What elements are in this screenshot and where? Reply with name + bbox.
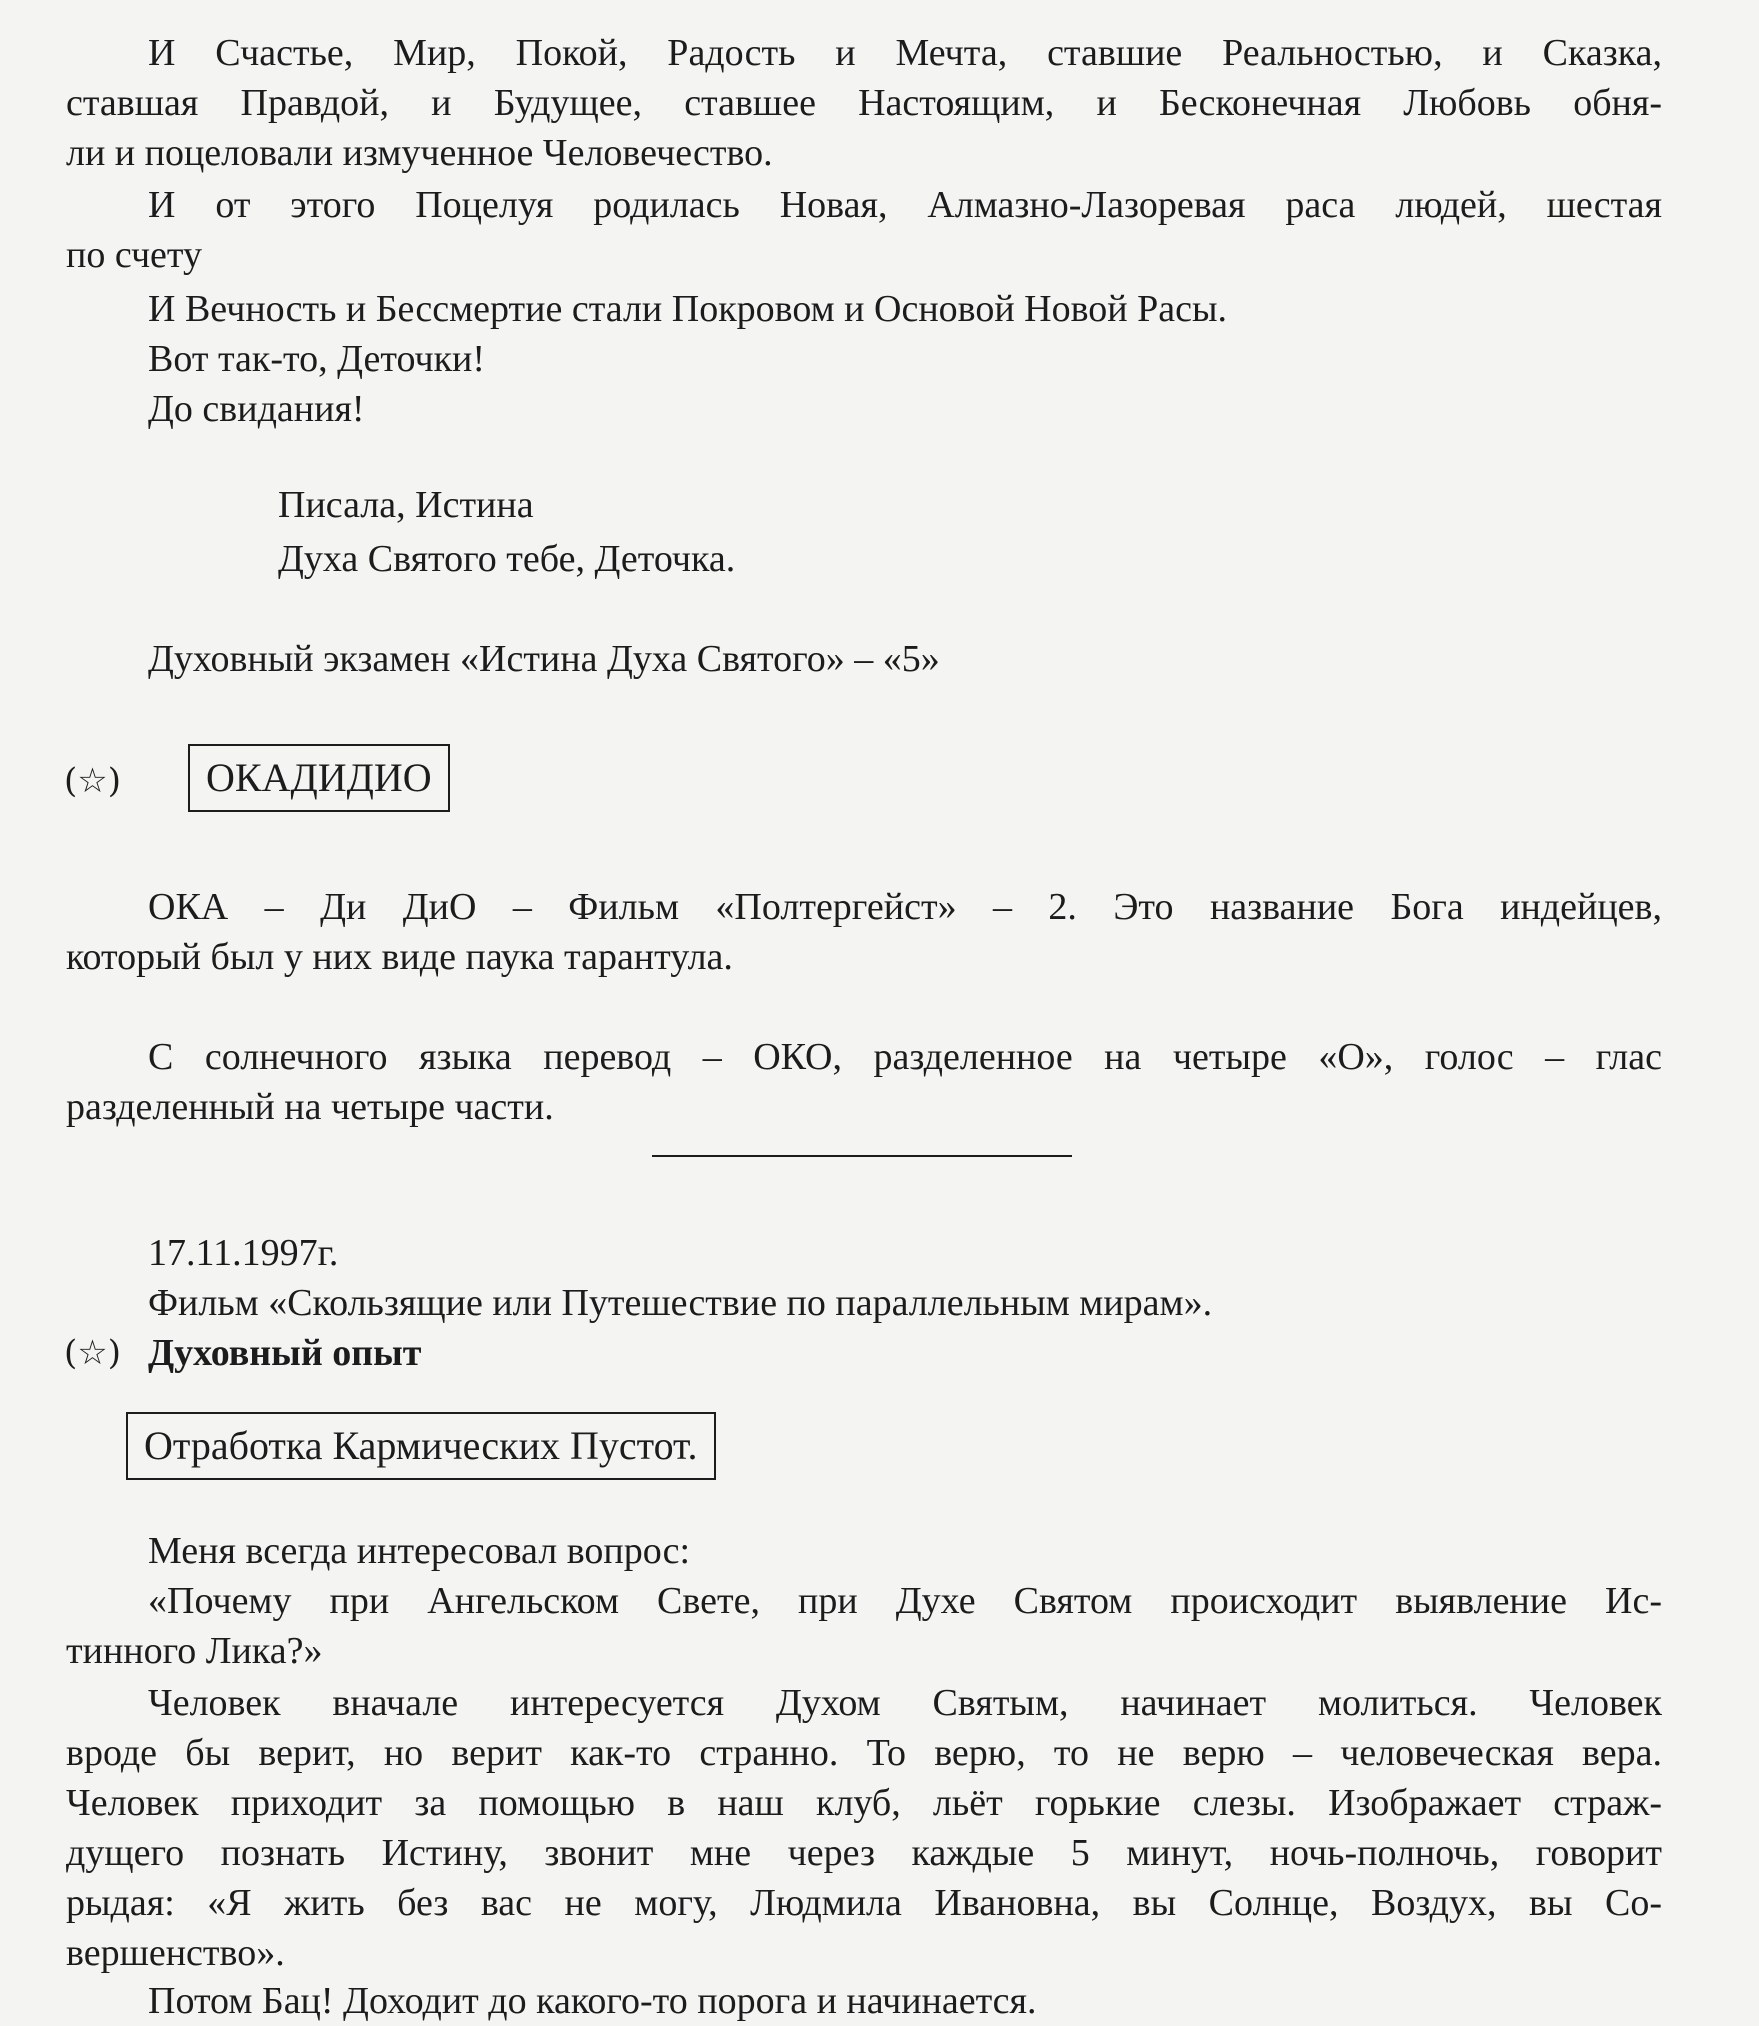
paragraph-line: Вот так-то, Деточки! xyxy=(148,338,486,380)
paragraph-line: До свидания! xyxy=(148,388,365,430)
signature-line: Писала, Истина xyxy=(278,484,534,526)
paragraph-line: по счету xyxy=(66,234,203,276)
paragraph-line: вроде бы верит, но верит как-то странно. То верю, то не верю – человеческая вера. xyxy=(66,1732,1662,1774)
section-divider xyxy=(652,1155,1072,1157)
paragraph-line: Потом Бац! Доходит до какого-то порога и начинается. xyxy=(148,1980,1037,2022)
paragraph-line: Меня всегда интересовал вопрос: xyxy=(148,1530,691,1572)
paragraph-line: «Почему при Ангельском Свете, при Духе Святом происходит выявление Ис- xyxy=(148,1580,1662,1622)
paragraph-line: вершенство». xyxy=(66,1932,285,1974)
exam-result: Духовный экзамен «Истина Духа Святого» – «5» xyxy=(148,638,940,680)
paragraph-line: тинного Лика?» xyxy=(66,1630,323,1672)
date: 17.11.1997г. xyxy=(148,1232,339,1274)
boxed-title: Отработка Кармических Пустот. xyxy=(126,1412,716,1480)
paragraph-line: который был у них виде паука тарантула. xyxy=(66,936,733,978)
star-icon: (☆) xyxy=(64,1333,122,1373)
paragraph-line: дущего познать Истину, звонит мне через каждые 5 минут, ночь-полночь, говорит xyxy=(66,1832,1662,1874)
paragraph-line: Человек вначале интересуется Духом Святым, начинает молиться. Человек xyxy=(148,1682,1662,1724)
paragraph-line: И Счастье, Мир, Покой, Радость и Мечта, ставшие Реальностью, и Сказка, xyxy=(148,32,1662,74)
paragraph-line: ОКА – Ди ДиО – Фильм «Полтергейст» – 2. Это название Бога индейцев, xyxy=(148,886,1662,928)
paragraph-line: С солнечного языка перевод – ОКО, разделенное на четыре «О», голос – глас xyxy=(148,1036,1662,1078)
film-title: Фильм «Скользящие или Путешествие по параллельным мирам». xyxy=(148,1282,1213,1324)
paragraph-line: И Вечность и Бессмертие стали Покровом и Основой Новой Расы. xyxy=(148,288,1228,330)
paragraph-line: разделенный на четыре части. xyxy=(66,1086,554,1128)
paragraph-line: рыдая: «Я жить без вас не могу, Людмила Ивановна, вы Солнце, Воздух, вы Со- xyxy=(66,1882,1662,1924)
paragraph-line: ли и поцеловали измученное Человечество. xyxy=(66,132,773,174)
paragraph-line: ставшая Правдой, и Будущее, ставшее Настоящим, и Бесконечная Любовь обня- xyxy=(66,82,1662,124)
paragraph-line: И от этого Поцелуя родилась Новая, Алмазно-Лазоревая раса людей, шестая xyxy=(148,184,1662,226)
boxed-title: ОКАДИДИО xyxy=(188,744,450,812)
section-heading: Духовный опыт xyxy=(148,1332,422,1374)
paragraph-line: Человек приходит за помощью в наш клуб, льёт горькие слезы. Изображает страж- xyxy=(66,1782,1662,1824)
signature-line: Духа Святого тебе, Деточка. xyxy=(278,538,736,580)
star-icon: (☆) xyxy=(64,761,122,801)
